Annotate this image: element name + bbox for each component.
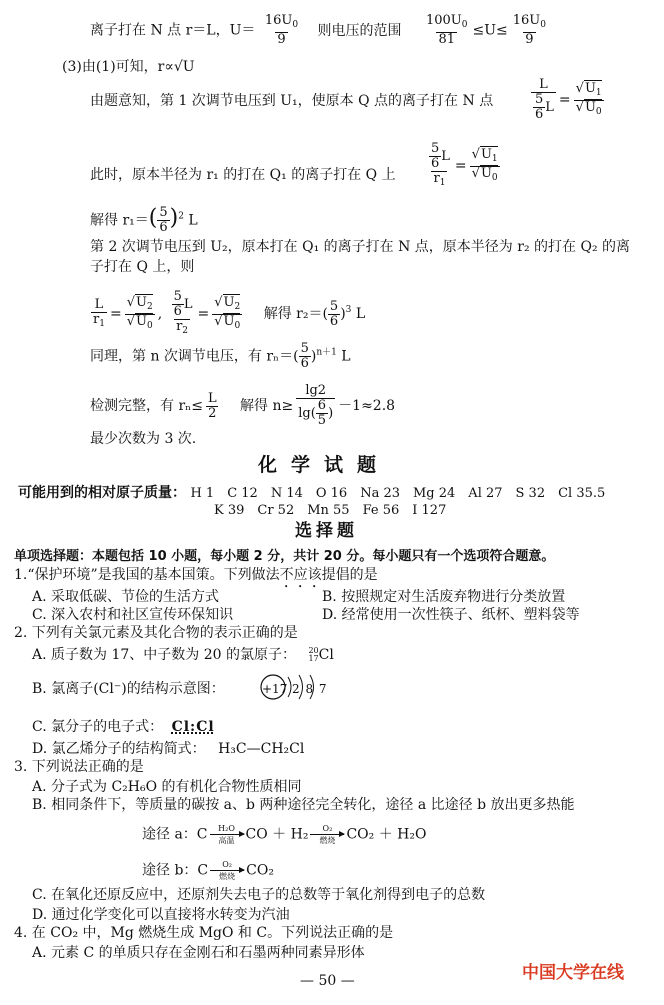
physics-line-voltage [90, 14, 551, 47]
question-2: 2. 下列有关氯元素及其化合物的表示正确的是 [14, 625, 298, 641]
q3-option-d: D. 通过化学变化可以直接将水转变为汽油 [32, 907, 290, 923]
electron-formula: Cl:Cl [171, 719, 215, 735]
path-a-mid: CO ＋ H₂ [245, 826, 309, 843]
instructions: 单项选择题：本题包括 10 小题，每小题 2 分，共计 20 分。每小题只有一个选项符合题意。 [14, 549, 555, 564]
eq2-sqrt-u0: $√U_0$ [214, 313, 241, 331]
range-high-den: 9 [525, 32, 534, 47]
eq-sqrt-u2: $√U_2$ [126, 294, 153, 312]
q3-option-c: C. 在氧化还原反应中，还原剂失去电子的总数等于氧化剂得到电子的总数 [32, 887, 486, 903]
check-line [90, 384, 395, 428]
eq2-sqrt-u2-u0 [212, 296, 242, 333]
step1-left-den: $\frac{5}{6}$ L [531, 92, 556, 122]
step2-five: 5 [431, 141, 440, 156]
q2-option-c [32, 718, 215, 736]
arrow1-top: H₂O [218, 824, 235, 833]
step3-line2: 子打在 Q 上，则 [90, 259, 195, 275]
step2-left-num: $\frac{5}{6}$ L [431, 141, 450, 171]
eq-56l: $\frac{5}{6}$ L [173, 289, 193, 319]
general-fraction [299, 342, 311, 371]
solve-r2-fraction [328, 300, 340, 329]
q1-option-a: A. 采取低碳、节俭的生活方式 [32, 589, 220, 605]
q1-emphasis: 不应该 [279, 567, 322, 583]
path-b-label: 途径 b：C [142, 862, 209, 879]
log-fraction [296, 384, 335, 428]
path-b-end: CO₂ [246, 862, 274, 879]
range-high-num: 16U [512, 13, 541, 28]
solve-r1-tail: L [188, 212, 198, 229]
step2-sqrt-u1: $√U_1$ [471, 146, 498, 164]
general-exponent: n＋1 [316, 347, 337, 358]
atomic-mass-values1: H 1 C 12 N 14 O 16 Na 23 Mg 24 Al 27 S 32 Cl 35.5 [190, 486, 606, 501]
conclusion: 最少次数为 3 次. [90, 431, 197, 447]
step1-left-fraction [531, 78, 556, 122]
range-low-num: 100U [425, 13, 462, 28]
solve-r2-num: 5 [329, 298, 339, 314]
step3-equations: $\frac{L}{r_1}$ = $\frac{√U_2}{√U_0}$ , $\frac{5}{6}$ L $r_2$ = $\frac{√U_2}{√U_0}$ 解得 r₂＝( $\frac{5}{6}$ )$^3$ L [93, 289, 366, 336]
q1-option-c: C. 深入农村和社区宣传环保知识 [32, 607, 234, 623]
q1-post: 提倡的是 [321, 567, 378, 583]
atomic-mass-line1 [18, 484, 605, 503]
arrow-high-temp [210, 824, 244, 845]
electron-shells: 2 8 7 [292, 682, 328, 696]
step2-text: 此时，原本半径为 r₁ 的打在 Q₁ 的离子打在 Q 上 [90, 167, 396, 183]
arrow-right-icon [210, 870, 244, 871]
isotope-numbers [308, 647, 318, 663]
voltage-range-label: 则电压的范围 [317, 22, 402, 39]
part3-heading: (3)由(1)可知，r∝√U [62, 59, 195, 75]
q1-pre: 1.“保护环境”是我国的基本国策。下列做法 [14, 567, 280, 583]
q4-option-a: A. 元素 C 的单质只存在金刚石和石墨两种同素异形体 [32, 945, 365, 961]
step1-text: 由题意知，第 1 次调节电压到 U₁，使原本 Q 点的离子打在 N 点 [90, 93, 494, 109]
step2-sqrt-u0: $√U_0$ [471, 165, 498, 183]
step2-left-fraction [427, 142, 452, 190]
q2-d-text: D. 氯乙烯分子的结构简式： [32, 741, 206, 757]
six-den: 6 [535, 107, 544, 122]
path-a [142, 824, 426, 845]
question-4: 4. 在 CO₂ 中，Mg 燃烧生成 MgO 和 C。下列说法正确的是 [14, 925, 394, 941]
arrow3-bottom: 燃烧 [219, 872, 236, 881]
paren-open: ( [148, 205, 158, 231]
step1-equation: L $\frac{5}{6}$ L = $\frac{√U_1}{√U_0}$ [528, 78, 607, 122]
q2-a-text: A. 质子数为 17、中子数为 20 的氯原子： [32, 647, 296, 663]
check-num: L [207, 390, 217, 406]
arrow1-bottom: 高温 [218, 836, 235, 845]
solve-r2-den: 6 [329, 313, 339, 329]
solve-r1-exponent: 2 [178, 211, 184, 222]
step1-left-num: L [539, 77, 548, 92]
range-high-fraction: $\frac{16U_0}{9}$ [512, 13, 546, 47]
atomic-mass-line2: K 39 Cr 52 Mn 55 Fe 56 I 127 [214, 503, 447, 518]
step3-line1: 第 2 次调节电压到 U₂，原本打在 Q₁ 的离子打在 N 点，原本半径为 r₂ 的打在 Q₂ 的离 [90, 239, 631, 255]
nucleus-charge: +17 [262, 682, 288, 696]
step2-equation: $\frac{5}{6}$ L $r_1$ = $\frac{√U_1}{√U_0}$ [424, 142, 503, 190]
eq-r1: $r_1$ [93, 311, 105, 329]
brand-watermark: 中国大学在线 [522, 963, 624, 983]
check-solve: 解得 n≥ [240, 398, 294, 414]
arrow-right-icon [310, 834, 344, 835]
range-low-den: 81 [438, 32, 456, 47]
range-low-fraction: $\frac{100U_0}{81}$ [425, 13, 468, 47]
q2-c-text: C. 氯分子的电子式： [32, 719, 164, 735]
general-text: 同理，第 n 次调节电压，有 rₙ＝( [90, 348, 299, 365]
log-den: lg( $\frac{6}{5}$ ) [298, 398, 334, 428]
eq-five-sixths [172, 290, 184, 319]
range-relation: ≤U≤ [472, 22, 508, 39]
atomic-mass-label: 可能用到的相对原子质量： [18, 485, 186, 501]
arrow-combustion [310, 824, 344, 845]
log-num: lg2 [305, 383, 327, 398]
q3-option-b: B. 相同条件下，等质量的碳按 a、b 两种途径完全转化，途径 a 比途径 b 放出更多热能 [32, 797, 575, 813]
path-a-end: CO₂ ＋ H₂O [346, 826, 427, 843]
question-3: 3. 下列说法正确的是 [14, 759, 144, 775]
q2-b-text: B. 氯离子(Cl⁻)的结构示意图： [32, 681, 225, 697]
step2-six: 6 [431, 156, 440, 171]
log-inner-frac [316, 399, 328, 428]
q3-option-a: A. 分子式为 C₂H₆O 的有机化合物性质相同 [32, 779, 302, 795]
eq-l: L [94, 296, 104, 312]
solve-r2-label: 解得 r₂＝( [263, 306, 328, 322]
eq-five: 5 [173, 289, 182, 304]
chemistry-title: 化学试题 [258, 454, 391, 476]
eq-56l-over-r2 [170, 290, 195, 338]
q2-option-a [32, 646, 334, 664]
step2-five-sixths [429, 142, 441, 171]
arrow-combustion-b [210, 860, 244, 881]
paren-close: ) [169, 205, 179, 231]
five-sixths [533, 93, 545, 122]
log-den-text: lg( [298, 406, 316, 421]
step1-right-fraction [574, 82, 604, 119]
isotope-symbol: Cl [318, 647, 334, 663]
eq2-sqrt-u2: $√U_2$ [214, 294, 241, 312]
vinyl-chloride-formula: H₃C—CH₂Cl [218, 741, 305, 757]
general-num: 5 [300, 341, 309, 356]
eq-r2: $r_2$ [176, 319, 189, 336]
sqrt-u1: $√U_1$ [575, 80, 602, 98]
eq-l-over-r1 [91, 298, 107, 331]
eq-six: 6 [173, 304, 182, 319]
five-num: 5 [535, 92, 544, 107]
log-five: 5 [317, 413, 327, 428]
q1-option-b: B. 按照规定对生活废弃物进行分类放置 [322, 589, 566, 605]
solve-r2-tail: ) [340, 306, 346, 322]
path-b [142, 860, 274, 881]
solve-r2-exponent: 3 [345, 305, 352, 315]
solve-r1-den: 6 [159, 220, 168, 235]
page-number: — 50 — [300, 973, 355, 989]
solve-r1-fraction [157, 206, 169, 235]
eq-sqrt-u2-u0 [125, 296, 155, 333]
physics-line1-text: 离子打在 N 点 r＝L，U＝ [90, 22, 256, 39]
general-den: 6 [300, 356, 309, 371]
solve-r1-label: 解得 r₁＝ [90, 212, 149, 229]
atomic-number: 17 [308, 654, 319, 663]
step2-right-fraction [470, 148, 500, 185]
path-a-label: 途径 a：C [142, 826, 208, 843]
arrow2-bottom: 燃烧 [319, 836, 336, 845]
voltage-frac-num: 16U [264, 13, 293, 28]
check-den: 2 [208, 405, 217, 421]
section-title: 选择题 [295, 521, 358, 541]
arrow-right-icon [210, 834, 244, 835]
check-fraction [206, 392, 219, 421]
step2-left-den: $r_1$ [433, 171, 446, 188]
q1-option-d: D. 经常使用一次性筷子、纸杯、塑料袋等 [322, 607, 580, 623]
check-tail: －1≈2.8 [338, 398, 396, 414]
voltage-frac-den: 9 [277, 32, 286, 47]
solve-r1-num: 5 [159, 205, 168, 220]
mass-number: 20 [308, 646, 319, 655]
log-six: 6 [317, 398, 327, 413]
check-text: 检测完整，有 rₙ≤ [90, 398, 203, 414]
arrow2-top: O₂ [322, 824, 333, 833]
solve-r1 [90, 206, 198, 235]
q2-option-d [32, 740, 304, 758]
sqrt-u0: $√U_0$ [575, 99, 602, 117]
voltage-fraction: $\frac{16U_0}{9}$ [264, 13, 299, 47]
general-case: 同理，第 n 次调节电压，有 rₙ＝( $\frac{5}{6}$ )$^{n+1}$ L [90, 341, 351, 371]
q2-option-b [32, 680, 225, 698]
arrow3-top: O₂ [222, 860, 232, 869]
eq-sqrt-u0: $√U_0$ [126, 313, 153, 331]
